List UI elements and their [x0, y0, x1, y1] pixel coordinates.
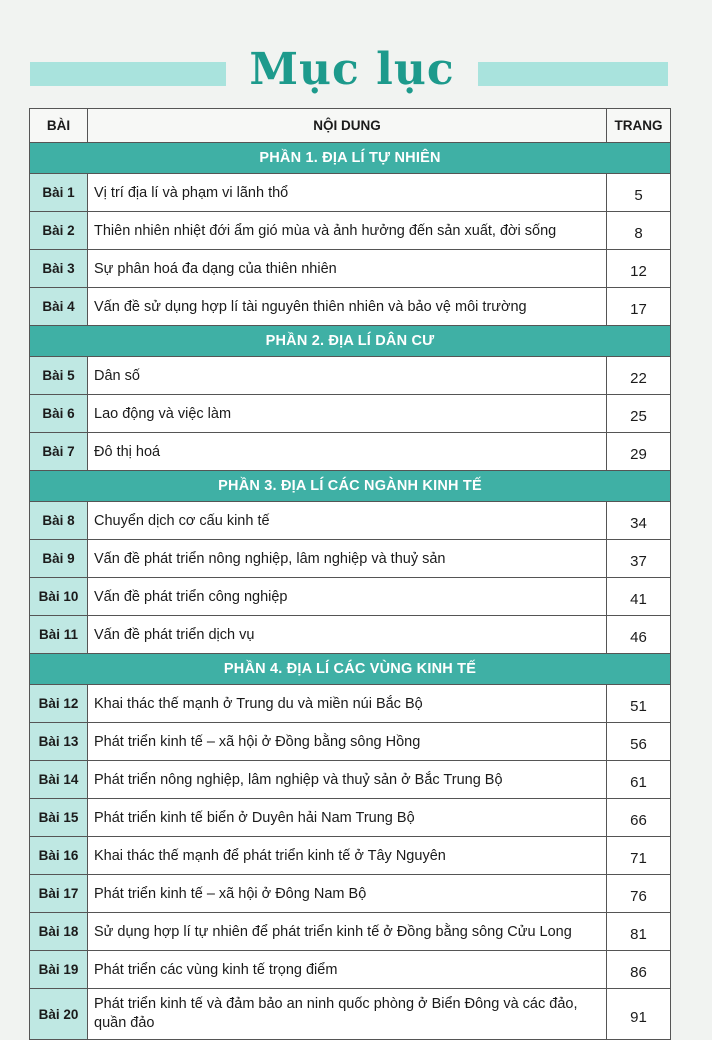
lesson-title: Sử dụng hợp lí tự nhiên để phát triển kinh tế ở Đồng bằng sông Cửu Long [88, 913, 607, 951]
lesson-page: 66 [607, 799, 671, 837]
lesson-page: 17 [607, 288, 671, 326]
lesson-number: Bài 19 [30, 951, 88, 989]
lesson-title: Phát triển kinh tế và đảm bảo an ninh quốc phòng ở Biển Đông và các đảo, quần đảo [88, 989, 607, 1040]
lesson-page: 29 [607, 433, 671, 471]
title-decor-bar-right [478, 62, 668, 86]
lesson-row[interactable] [30, 395, 671, 433]
lesson-page: 61 [607, 761, 671, 799]
lesson-row[interactable] [30, 433, 671, 471]
lesson-title: Vấn đề phát triển nông nghiệp, lâm nghiệp và thuỷ sản [88, 540, 607, 578]
table-body [30, 143, 671, 1040]
header-lesson: BÀI [30, 109, 88, 143]
lesson-title: Dân số [88, 357, 607, 395]
table-of-contents [29, 108, 671, 1040]
header-content: NỘI DUNG [88, 109, 607, 143]
lesson-page: 8 [607, 212, 671, 250]
lesson-row[interactable] [30, 913, 671, 951]
lesson-page: 34 [607, 502, 671, 540]
section-title: PHẦN 4. ĐỊA LÍ CÁC VÙNG KINH TẾ [30, 654, 671, 685]
section-title: PHẦN 3. ĐỊA LÍ CÁC NGÀNH KINH TẾ [30, 471, 671, 502]
lesson-row[interactable] [30, 951, 671, 989]
lesson-page: 81 [607, 913, 671, 951]
lesson-number: Bài 5 [30, 357, 88, 395]
title-decor-bar-left [30, 62, 226, 86]
section-title: PHẦN 2. ĐỊA LÍ DÂN CƯ [30, 326, 671, 357]
lesson-page: 25 [607, 395, 671, 433]
lesson-number: Bài 2 [30, 212, 88, 250]
lesson-number: Bài 3 [30, 250, 88, 288]
lesson-number: Bài 1 [30, 174, 88, 212]
lesson-number: Bài 11 [30, 616, 88, 654]
lesson-title: Vị trí địa lí và phạm vi lãnh thổ [88, 174, 607, 212]
lesson-title: Vấn đề sử dụng hợp lí tài nguyên thiên nhiên và bảo vệ môi trường [88, 288, 607, 326]
lesson-page: 46 [607, 616, 671, 654]
title-banner [0, 40, 712, 104]
lesson-page: 12 [607, 250, 671, 288]
lesson-number: Bài 4 [30, 288, 88, 326]
lesson-page: 76 [607, 875, 671, 913]
lesson-number: Bài 10 [30, 578, 88, 616]
lesson-number: Bài 17 [30, 875, 88, 913]
section-header-row [30, 326, 671, 357]
lesson-title: Phát triển kinh tế biển ở Duyên hải Nam Trung Bộ [88, 799, 607, 837]
lesson-row[interactable] [30, 761, 671, 799]
lesson-number: Bài 9 [30, 540, 88, 578]
lesson-title: Đô thị hoá [88, 433, 607, 471]
lesson-page: 51 [607, 685, 671, 723]
lesson-page: 71 [607, 837, 671, 875]
lesson-title: Phát triển kinh tế – xã hội ở Đồng bằng sông Hồng [88, 723, 607, 761]
lesson-number: Bài 7 [30, 433, 88, 471]
lesson-row[interactable] [30, 174, 671, 212]
section-header-row [30, 654, 671, 685]
lesson-title: Phát triển các vùng kinh tế trọng điểm [88, 951, 607, 989]
lesson-page: 86 [607, 951, 671, 989]
lesson-page: 56 [607, 723, 671, 761]
lesson-row[interactable] [30, 616, 671, 654]
lesson-number: Bài 14 [30, 761, 88, 799]
lesson-number: Bài 6 [30, 395, 88, 433]
lesson-title: Vấn đề phát triển công nghiệp [88, 578, 607, 616]
lesson-row[interactable] [30, 989, 671, 1040]
lesson-page: 41 [607, 578, 671, 616]
lesson-page: 37 [607, 540, 671, 578]
lesson-number: Bài 13 [30, 723, 88, 761]
lesson-row[interactable] [30, 875, 671, 913]
section-header-row [30, 143, 671, 174]
lesson-title: Thiên nhiên nhiệt đới ẩm gió mùa và ảnh hưởng đến sản xuất, đời sống [88, 212, 607, 250]
lesson-page: 5 [607, 174, 671, 212]
lesson-row[interactable] [30, 723, 671, 761]
lesson-title: Vấn đề phát triển dịch vụ [88, 616, 607, 654]
lesson-row[interactable] [30, 685, 671, 723]
table-header-row [30, 109, 671, 143]
section-title: PHẦN 1. ĐỊA LÍ TỰ NHIÊN [30, 143, 671, 174]
lesson-number: Bài 18 [30, 913, 88, 951]
lesson-row[interactable] [30, 837, 671, 875]
lesson-title: Phát triển kinh tế – xã hội ở Đông Nam Bộ [88, 875, 607, 913]
lesson-title: Chuyển dịch cơ cấu kinh tế [88, 502, 607, 540]
lesson-row[interactable] [30, 212, 671, 250]
header-page: TRANG [607, 109, 671, 143]
lesson-page: 22 [607, 357, 671, 395]
page-title: Mục lục [249, 44, 455, 95]
lesson-title: Sự phân hoá đa dạng của thiên nhiên [88, 250, 607, 288]
lesson-number: Bài 8 [30, 502, 88, 540]
lesson-row[interactable] [30, 502, 671, 540]
lesson-row[interactable] [30, 288, 671, 326]
lesson-title: Phát triển nông nghiệp, lâm nghiệp và thuỷ sản ở Bắc Trung Bộ [88, 761, 607, 799]
lesson-page: 91 [607, 989, 671, 1040]
lesson-number: Bài 20 [30, 989, 88, 1040]
lesson-row[interactable] [30, 250, 671, 288]
lesson-row[interactable] [30, 578, 671, 616]
lesson-title: Lao động và việc làm [88, 395, 607, 433]
lesson-title: Khai thác thế mạnh để phát triển kinh tế ở Tây Nguyên [88, 837, 607, 875]
lesson-number: Bài 16 [30, 837, 88, 875]
lesson-number: Bài 15 [30, 799, 88, 837]
lesson-row[interactable] [30, 799, 671, 837]
lesson-title: Khai thác thế mạnh ở Trung du và miền núi Bắc Bộ [88, 685, 607, 723]
section-header-row [30, 471, 671, 502]
lesson-row[interactable] [30, 357, 671, 395]
lesson-number: Bài 12 [30, 685, 88, 723]
lesson-row[interactable] [30, 540, 671, 578]
